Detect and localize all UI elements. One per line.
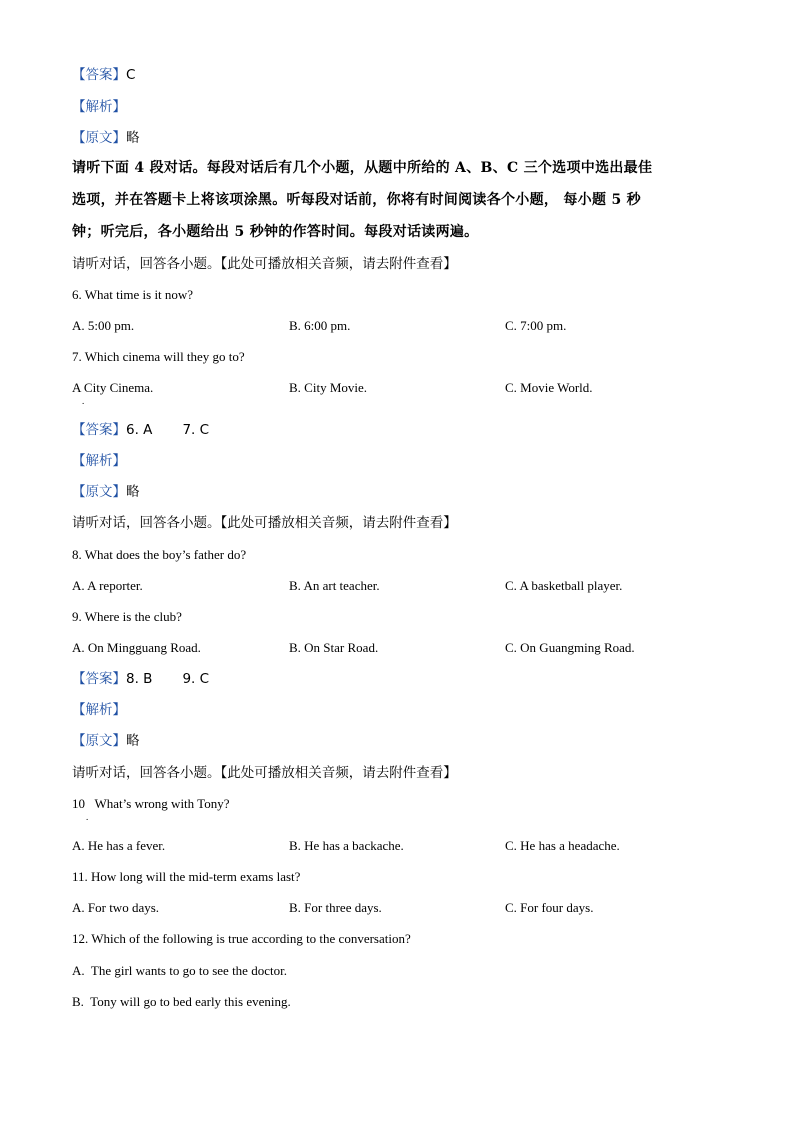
- question-stem-8: 8. What does the boy’s father do?: [72, 547, 247, 562]
- option-a: A City Cinema.: [72, 380, 154, 395]
- question-stem-7: 7. Which cinema will they go to?: [72, 349, 245, 364]
- original-tag: 【原文】: [72, 484, 126, 500]
- original-text-line: [72, 483, 140, 501]
- listen-note: 请听对话，回答各小题。【此处可播放相关音频，请去附件查看】: [72, 765, 457, 781]
- option-a: A. The girl wants to go to see the doctor.: [72, 963, 287, 978]
- option-a: A. He has a fever.: [72, 838, 166, 853]
- answer-value: C: [126, 67, 136, 83]
- option-b: B. City Movie.: [289, 380, 368, 395]
- section-instructions-line-1: 请听下面 4 段对话。每段对话后有几个小题，从题中所给的 A、B、C 三个选项中选出最佳: [72, 160, 653, 176]
- option-b: B. 6:00 pm.: [289, 318, 351, 333]
- question-stem-12: 12. Which of the following is true according to the conversation?: [72, 931, 411, 946]
- question-stem-9: 9. Where is the club?: [72, 609, 182, 624]
- option-b: B. He has a backache.: [289, 838, 404, 853]
- stray-dot-mark: .: [82, 396, 85, 406]
- option-c: C. A basketball player.: [505, 578, 623, 593]
- original-tag: 【原文】: [72, 130, 126, 146]
- analysis-tag: 【解析】: [72, 453, 126, 469]
- option-c: C. On Guangming Road.: [505, 640, 635, 655]
- answer-line: [72, 66, 135, 84]
- listen-note: 请听对话，回答各小题。【此处可播放相关音频，请去附件查看】: [72, 256, 457, 272]
- option-c: C. He has a headache.: [505, 838, 620, 853]
- answer-value: 8. B 9. C: [126, 671, 210, 687]
- question-stem-10: 10 What’s wrong with Tony?: [72, 796, 230, 811]
- answer-tag: 【答案】: [72, 422, 126, 438]
- option-c: C. 7:00 pm.: [505, 318, 567, 333]
- original-value: 略: [126, 484, 140, 500]
- option-b: B. Tony will go to bed early this evening.: [72, 994, 291, 1009]
- option-b: B. An art teacher.: [289, 578, 380, 593]
- option-b: B. On Star Road.: [289, 640, 379, 655]
- original-text-line: [72, 732, 140, 750]
- section-instructions-line-2: 选项，并在答题卡上将该项涂黑。听每段对话前，你将有时间阅读各个小题， 每小题 5 秒: [72, 192, 641, 208]
- answer-line: [72, 421, 209, 439]
- option-c: C. Movie World.: [505, 380, 593, 395]
- answer-line: [72, 670, 209, 688]
- option-a: A. For two days.: [72, 900, 160, 915]
- analysis-tag: 【解析】: [72, 99, 126, 115]
- option-a: A. On Mingguang Road.: [72, 640, 201, 655]
- option-a: A. 5:00 pm.: [72, 318, 135, 333]
- original-value: 略: [126, 130, 140, 146]
- option-c: C. For four days.: [505, 900, 594, 915]
- option-b: B. For three days.: [289, 900, 382, 915]
- answer-tag: 【答案】: [72, 671, 126, 687]
- original-value: 略: [126, 733, 140, 749]
- answer-tag: 【答案】: [72, 67, 126, 83]
- listen-note: 请听对话，回答各小题。【此处可播放相关音频，请去附件查看】: [72, 515, 457, 531]
- original-text-line: [72, 129, 140, 147]
- question-stem-11: 11. How long will the mid-term exams last?: [72, 869, 301, 884]
- option-a: A. A reporter.: [72, 578, 143, 593]
- section-instructions-line-3: 钟；听完后，各小题给出 5 秒钟的作答时间。每段对话读两遍。: [72, 224, 479, 240]
- original-tag: 【原文】: [72, 733, 126, 749]
- answer-value: 6. A 7. C: [126, 422, 210, 438]
- question-stem-6: 6. What time is it now?: [72, 287, 194, 302]
- stray-dot-mark: .: [86, 812, 89, 822]
- analysis-tag: 【解析】: [72, 702, 126, 718]
